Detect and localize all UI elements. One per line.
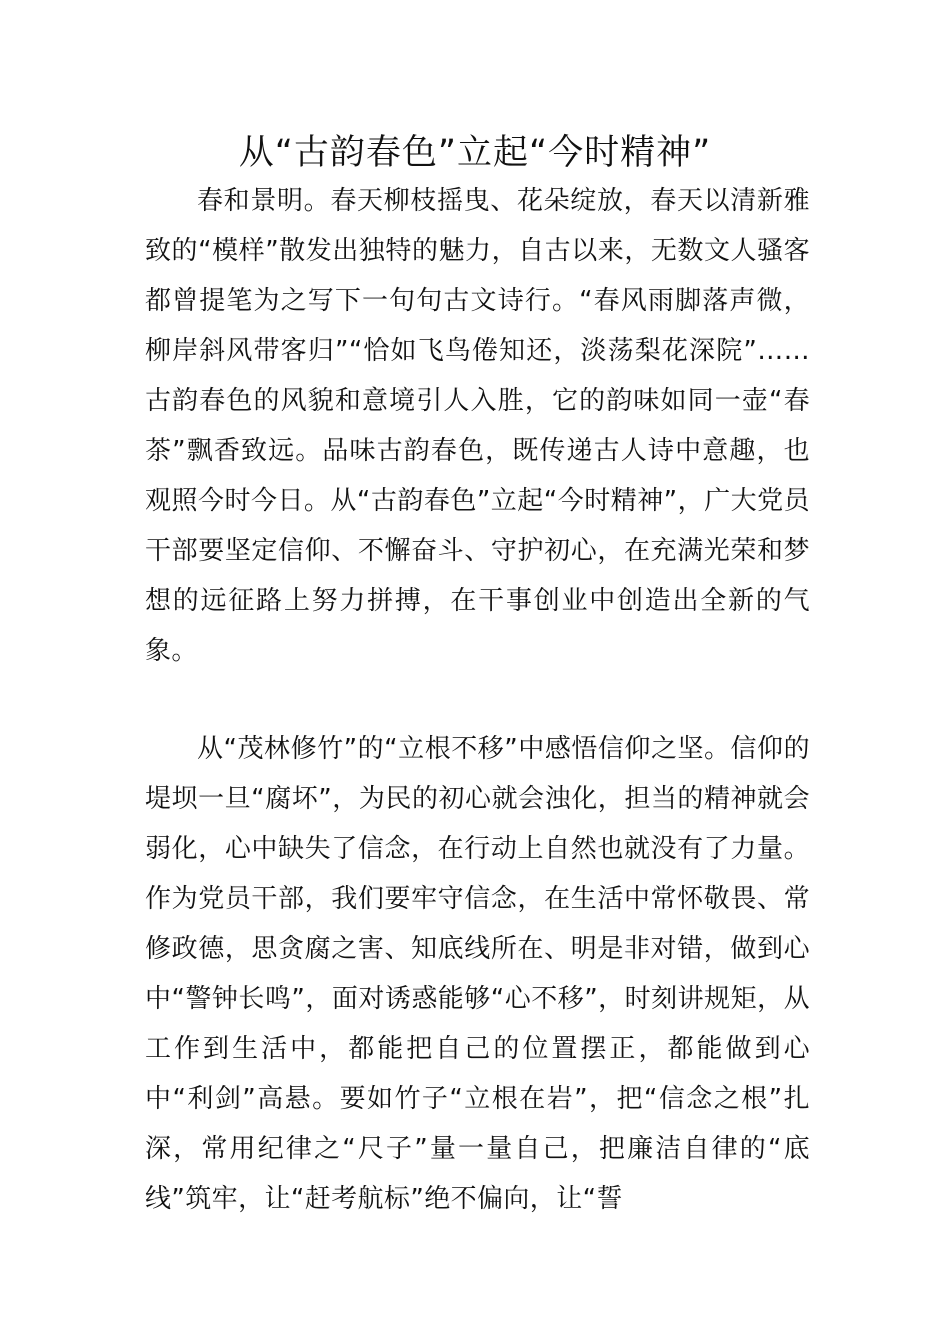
paragraph-2: 从“茂林修竹”的“立根不移”中感悟信仰之坚。信仰的堤坝一旦“腐坏”，为民的初心就会浊化，担当的精神就会弱化，心中缺失了信念，在行动上自然也就没有了力量。作为党员干部，我们要牢守信念，在生活中常怀敬畏、常修政德，思贪腐之害、知底线所在、明是非对错，做到心中“警钟长鸣”，面对诱惑能够“心不移”，时刻讲规矩，从工作到生活中，都能把自己的位置摆正，都能做到心中“利剑”高悬。要如竹子“立根在岩”，把“信念之根”扎深，常用纪律之“尺子”量一量自己，把廉洁自律的“底线”筑牢，让“赶考航标”绝不偏向，让“誓 [145,734,810,1214]
paragraph-1: 春和景明。春天柳枝摇曳、花朵绽放，春天以清新雅致的“模样”散发出独特的魅力，自古以来，无数文人骚客都曾提笔为之写下一句句古文诗行。“春风雨脚落声微，柳岸斜风带客归”“恰如飞鸟倦知还，淡荡梨花深院”……古韵春色的风貌和意境引人入胜，它的韵味如同一壶“春茶”飘香致远。品味古韵春色，既传递古人诗中意趣，也观照今时今日。从“古韵春色”立起“今时精神”，广大党员干部要坚定信仰、不懈奋斗、守护初心，在充满光荣和梦想的远征路上努力拼搏，在干事创业中创造出全新的气象。 [145,186,810,666]
document-title: 从“古韵春色”立起“今时精神” [238,133,712,173]
